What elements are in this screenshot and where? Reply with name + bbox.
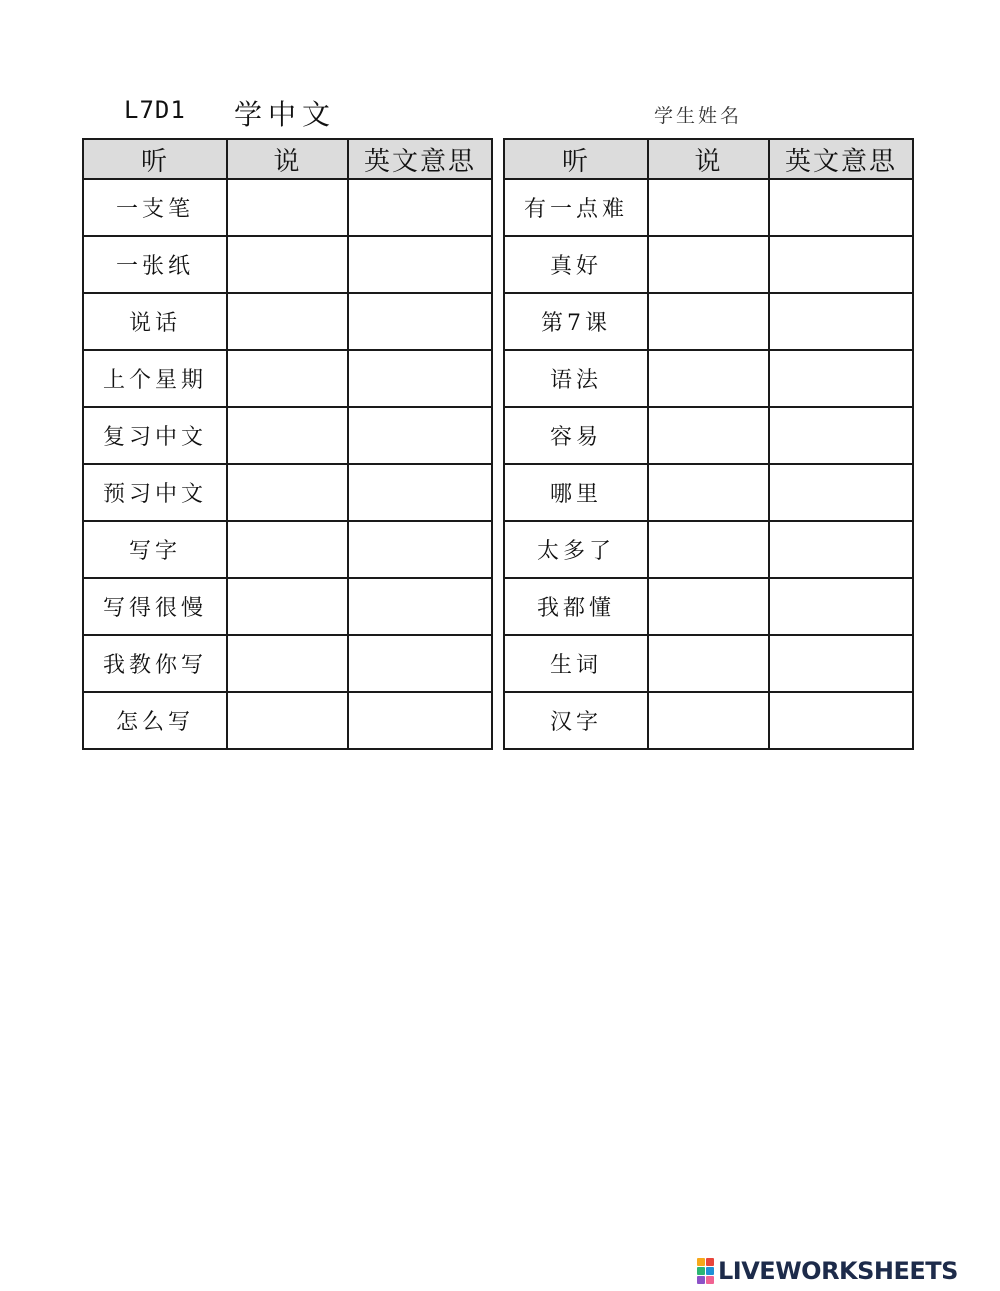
logo-text: LIVEWORKSHEETS xyxy=(718,1257,958,1285)
vocab-word[interactable]: 上个星期 xyxy=(83,350,227,407)
english-answer-cell[interactable] xyxy=(769,236,913,293)
vocab-table-right xyxy=(503,138,914,750)
english-answer-cell[interactable] xyxy=(769,464,913,521)
english-answer-cell[interactable] xyxy=(348,293,492,350)
table-row xyxy=(83,293,492,350)
speak-answer-cell[interactable] xyxy=(648,293,769,350)
table-header-row xyxy=(83,139,492,179)
table-row xyxy=(504,635,913,692)
vocab-word[interactable]: 一张纸 xyxy=(83,236,227,293)
vocab-table-left xyxy=(82,138,493,750)
table-row xyxy=(83,578,492,635)
speak-answer-cell[interactable] xyxy=(648,521,769,578)
table-row xyxy=(83,635,492,692)
table-row xyxy=(504,236,913,293)
vocab-word[interactable]: 真好 xyxy=(504,236,648,293)
table-row xyxy=(83,236,492,293)
liveworksheets-logo xyxy=(697,1257,958,1285)
vocab-word[interactable]: 生词 xyxy=(504,635,648,692)
table-row xyxy=(83,692,492,749)
english-answer-cell[interactable] xyxy=(769,635,913,692)
english-answer-cell[interactable] xyxy=(769,350,913,407)
student-name-label: 学生姓名 xyxy=(654,105,743,127)
vocab-word[interactable]: 写字 xyxy=(83,521,227,578)
speak-answer-cell[interactable] xyxy=(227,464,348,521)
english-answer-cell[interactable] xyxy=(348,692,492,749)
speak-answer-cell[interactable] xyxy=(648,179,769,236)
logo-block xyxy=(697,1258,705,1266)
vocab-word[interactable]: 复习中文 xyxy=(83,407,227,464)
english-answer-cell[interactable] xyxy=(769,293,913,350)
column-header-english-meaning: 英文意思 xyxy=(769,139,913,179)
speak-answer-cell[interactable] xyxy=(227,521,348,578)
table-row xyxy=(83,464,492,521)
table-row xyxy=(83,179,492,236)
english-answer-cell[interactable] xyxy=(348,350,492,407)
vocab-word[interactable]: 说话 xyxy=(83,293,227,350)
english-answer-cell[interactable] xyxy=(348,635,492,692)
table-row xyxy=(83,350,492,407)
vocab-word[interactable]: 汉字 xyxy=(504,692,648,749)
english-answer-cell[interactable] xyxy=(769,578,913,635)
table-row xyxy=(504,179,913,236)
table-row xyxy=(504,293,913,350)
speak-answer-cell[interactable] xyxy=(227,293,348,350)
vocab-word[interactable]: 我都懂 xyxy=(504,578,648,635)
speak-answer-cell[interactable] xyxy=(227,179,348,236)
english-answer-cell[interactable] xyxy=(348,407,492,464)
vocab-word[interactable]: 容易 xyxy=(504,407,648,464)
worksheet-title: 学中文 xyxy=(234,98,337,131)
logo-block xyxy=(706,1258,714,1266)
speak-answer-cell[interactable] xyxy=(227,236,348,293)
column-header-listen: 听 xyxy=(83,139,227,179)
speak-answer-cell[interactable] xyxy=(227,578,348,635)
english-answer-cell[interactable] xyxy=(348,521,492,578)
logo-blocks-icon xyxy=(697,1258,714,1284)
table-row xyxy=(504,407,913,464)
speak-answer-cell[interactable] xyxy=(648,635,769,692)
vocab-word[interactable]: 语法 xyxy=(504,350,648,407)
logo-block xyxy=(697,1276,705,1284)
speak-answer-cell[interactable] xyxy=(227,635,348,692)
vocab-word[interactable]: 写得很慢 xyxy=(83,578,227,635)
logo-block xyxy=(706,1276,714,1284)
logo-block xyxy=(706,1267,714,1275)
vocab-word[interactable]: 一支笔 xyxy=(83,179,227,236)
english-answer-cell[interactable] xyxy=(769,407,913,464)
english-answer-cell[interactable] xyxy=(348,236,492,293)
speak-answer-cell[interactable] xyxy=(648,578,769,635)
english-answer-cell[interactable] xyxy=(769,692,913,749)
english-answer-cell[interactable] xyxy=(769,521,913,578)
speak-answer-cell[interactable] xyxy=(648,350,769,407)
speak-answer-cell[interactable] xyxy=(648,692,769,749)
speak-answer-cell[interactable] xyxy=(227,407,348,464)
lesson-code: L7D1 xyxy=(124,96,186,124)
table-row xyxy=(504,350,913,407)
table-row xyxy=(83,407,492,464)
vocab-word[interactable]: 怎么写 xyxy=(83,692,227,749)
english-answer-cell[interactable] xyxy=(348,578,492,635)
vocab-word[interactable]: 哪里 xyxy=(504,464,648,521)
speak-answer-cell[interactable] xyxy=(648,236,769,293)
column-header-speak: 说 xyxy=(648,139,769,179)
vocab-word[interactable]: 太多了 xyxy=(504,521,648,578)
english-answer-cell[interactable] xyxy=(348,464,492,521)
table-header-row xyxy=(504,139,913,179)
speak-answer-cell[interactable] xyxy=(648,407,769,464)
vocab-word[interactable]: 第7课 xyxy=(504,293,648,350)
speak-answer-cell[interactable] xyxy=(227,692,348,749)
english-answer-cell[interactable] xyxy=(769,179,913,236)
vocab-word[interactable]: 有一点难 xyxy=(504,179,648,236)
table-row xyxy=(504,521,913,578)
table-row xyxy=(83,521,492,578)
table-row xyxy=(504,692,913,749)
speak-answer-cell[interactable] xyxy=(648,464,769,521)
column-header-listen: 听 xyxy=(504,139,648,179)
column-header-english-meaning: 英文意思 xyxy=(348,139,492,179)
vocab-word[interactable]: 预习中文 xyxy=(83,464,227,521)
table-row xyxy=(504,578,913,635)
logo-block xyxy=(697,1267,705,1275)
table-row xyxy=(504,464,913,521)
column-header-speak: 说 xyxy=(227,139,348,179)
vocab-word[interactable]: 我教你写 xyxy=(83,635,227,692)
english-answer-cell[interactable] xyxy=(348,179,492,236)
speak-answer-cell[interactable] xyxy=(227,350,348,407)
